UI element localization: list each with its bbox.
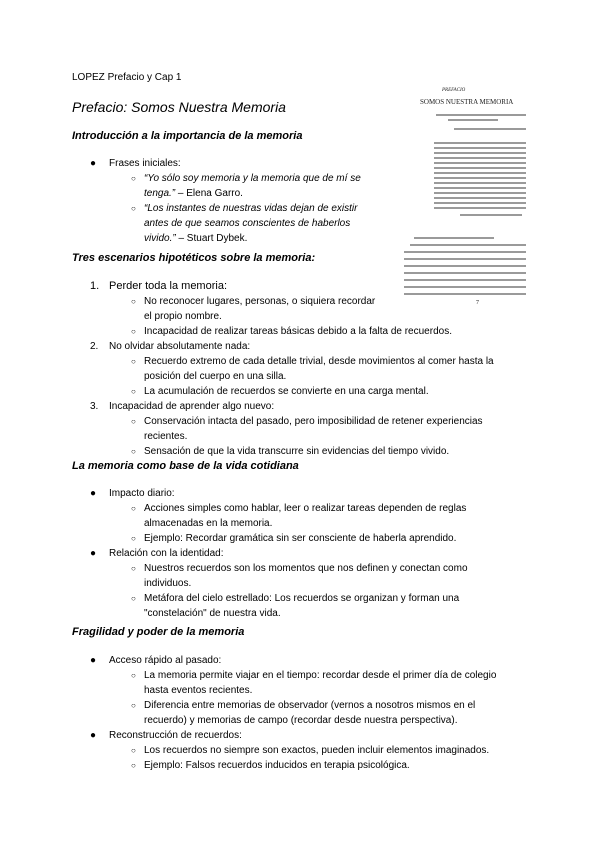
list-item: 1. Perder toda la memoria: <box>90 280 228 292</box>
scenarios-list <box>72 279 532 459</box>
list-item: ○ Sensación de que la vida transcurre sin evidencias del tiempo vivido. <box>131 446 450 457</box>
circle-bullet-icon: ○ <box>131 417 136 426</box>
list-item: ○ “Yo sólo soy memoria y la memoria que de mí se <box>131 173 361 184</box>
list-item: ○ Ejemplo: Falsos recuerdos inducidos en terapia psicológica. <box>131 760 410 771</box>
list-item: ● Frases iniciales: <box>90 158 181 169</box>
intro-list <box>72 156 382 246</box>
circle-bullet-icon: ○ <box>131 297 136 306</box>
scan-page-number: 7 <box>476 300 479 306</box>
list-item: ● Impacto diario: <box>90 488 175 499</box>
bullet-icon: ● <box>90 548 97 559</box>
circle-bullet-icon: ○ <box>131 387 136 396</box>
circle-bullet-icon: ○ <box>131 761 136 770</box>
list-item-continuation: almacenadas en la memoria. <box>144 518 273 529</box>
list-item: ○ Diferencia entre memorias de observador (vernos a nosotros mismos en el <box>131 700 476 711</box>
document-header: LOPEZ Prefacio y Cap 1 <box>72 72 182 83</box>
section-heading-daily-life: La memoria como base de la vida cotidiana <box>72 460 299 472</box>
circle-bullet-icon: ○ <box>131 357 136 366</box>
list-item-continuation: hasta eventos recientes. <box>144 685 253 696</box>
list-item: 3. Incapacidad de aprender algo nuevo: <box>90 401 275 412</box>
list-item: ○ La acumulación de recuerdos se convierte en una carga mental. <box>131 386 429 397</box>
section-heading-fragility: Fragilidad y poder de la memoria <box>72 626 245 638</box>
circle-bullet-icon: ○ <box>131 204 136 213</box>
list-item-continuation: recientes. <box>144 431 188 442</box>
list-item: ○ Ejemplo: Recordar gramática sin ser consciente de haberla aprendido. <box>131 533 457 544</box>
list-item: ○ Metáfora del cielo estrellado: Los recuerdos se organizan y forman una <box>131 593 460 604</box>
list-item: ○ Conservación intacta del pasado, pero imposibilidad de retener experiencias <box>131 416 483 427</box>
circle-bullet-icon: ○ <box>131 594 136 603</box>
list-item: ○ No reconocer lugares, personas, o siquiera recordar <box>131 296 376 307</box>
list-item: ○ Incapacidad de realizar tareas básicas debido a la falta de recuerdos. <box>131 326 452 337</box>
bullet-icon: ● <box>90 730 97 741</box>
list-item-continuation: vivido.” – Stuart Dybek. <box>144 233 248 244</box>
circle-bullet-icon: ○ <box>131 504 136 513</box>
circle-bullet-icon: ○ <box>131 174 136 183</box>
circle-bullet-icon: ○ <box>131 564 136 573</box>
list-item: ○ Nuestros recuerdos son los momentos que nos definen y conectan como <box>131 563 468 574</box>
circle-bullet-icon: ○ <box>131 746 136 755</box>
section-heading-scenarios: Tres escenarios hipotéticos sobre la memoria: <box>72 252 316 264</box>
list-item: ○ La memoria permite viajar en el tiempo: recordar desde el primer día de colegio <box>131 670 497 681</box>
list-item-continuation: recuerdo) y memorias de campo (recordar desde nuestra perspectiva). <box>144 715 458 726</box>
list-item-continuation: individuos. <box>144 578 192 589</box>
bullet-icon: ● <box>90 655 97 666</box>
daily-life-list <box>72 486 532 621</box>
list-item: ○ Los recuerdos no siempre son exactos, pueden incluir elementos imaginados. <box>131 745 490 756</box>
scan-heading-small: PREFACIO <box>442 88 466 93</box>
list-item: ○ Acciones simples como hablar, leer o realizar tareas dependen de reglas <box>131 503 467 514</box>
circle-bullet-icon: ○ <box>131 671 136 680</box>
page-title: Prefacio: Somos Nuestra Memoria <box>72 99 286 115</box>
list-item-continuation: tenga.” – Elena Garro. <box>144 188 243 199</box>
fragility-list <box>72 653 542 773</box>
circle-bullet-icon: ○ <box>131 534 136 543</box>
list-item-continuation: el propio nombre. <box>144 311 222 322</box>
circle-bullet-icon: ○ <box>131 447 136 456</box>
list-item-continuation: antes de que seamos conscientes de haberlos <box>144 218 351 229</box>
bullet-icon: ● <box>90 158 97 169</box>
scanned-book-page-image <box>390 76 530 308</box>
list-item: ● Relación con la identidad: <box>90 548 224 559</box>
list-item-continuation: posición del cuerpo en una silla. <box>144 371 287 382</box>
list-item: ○ “Los instantes de nuestras vidas dejan de existir <box>131 203 358 214</box>
section-heading-intro: Introducción a la importancia de la memoria <box>72 130 303 142</box>
circle-bullet-icon: ○ <box>131 701 136 710</box>
list-item: ● Acceso rápido al pasado: <box>90 655 222 666</box>
scan-heading: SOMOS NUESTRA MEMORIA <box>420 98 514 106</box>
list-item: 2. No olvidar absolutamente nada: <box>90 341 251 352</box>
list-item-continuation: "constelación" de nuestra vida. <box>144 608 281 619</box>
circle-bullet-icon: ○ <box>131 327 136 336</box>
bullet-icon: ● <box>90 488 97 499</box>
list-item: ● Reconstrucción de recuerdos: <box>90 730 242 741</box>
list-item: ○ Recuerdo extremo de cada detalle trivial, desde movimientos al comer hasta la <box>131 356 494 367</box>
